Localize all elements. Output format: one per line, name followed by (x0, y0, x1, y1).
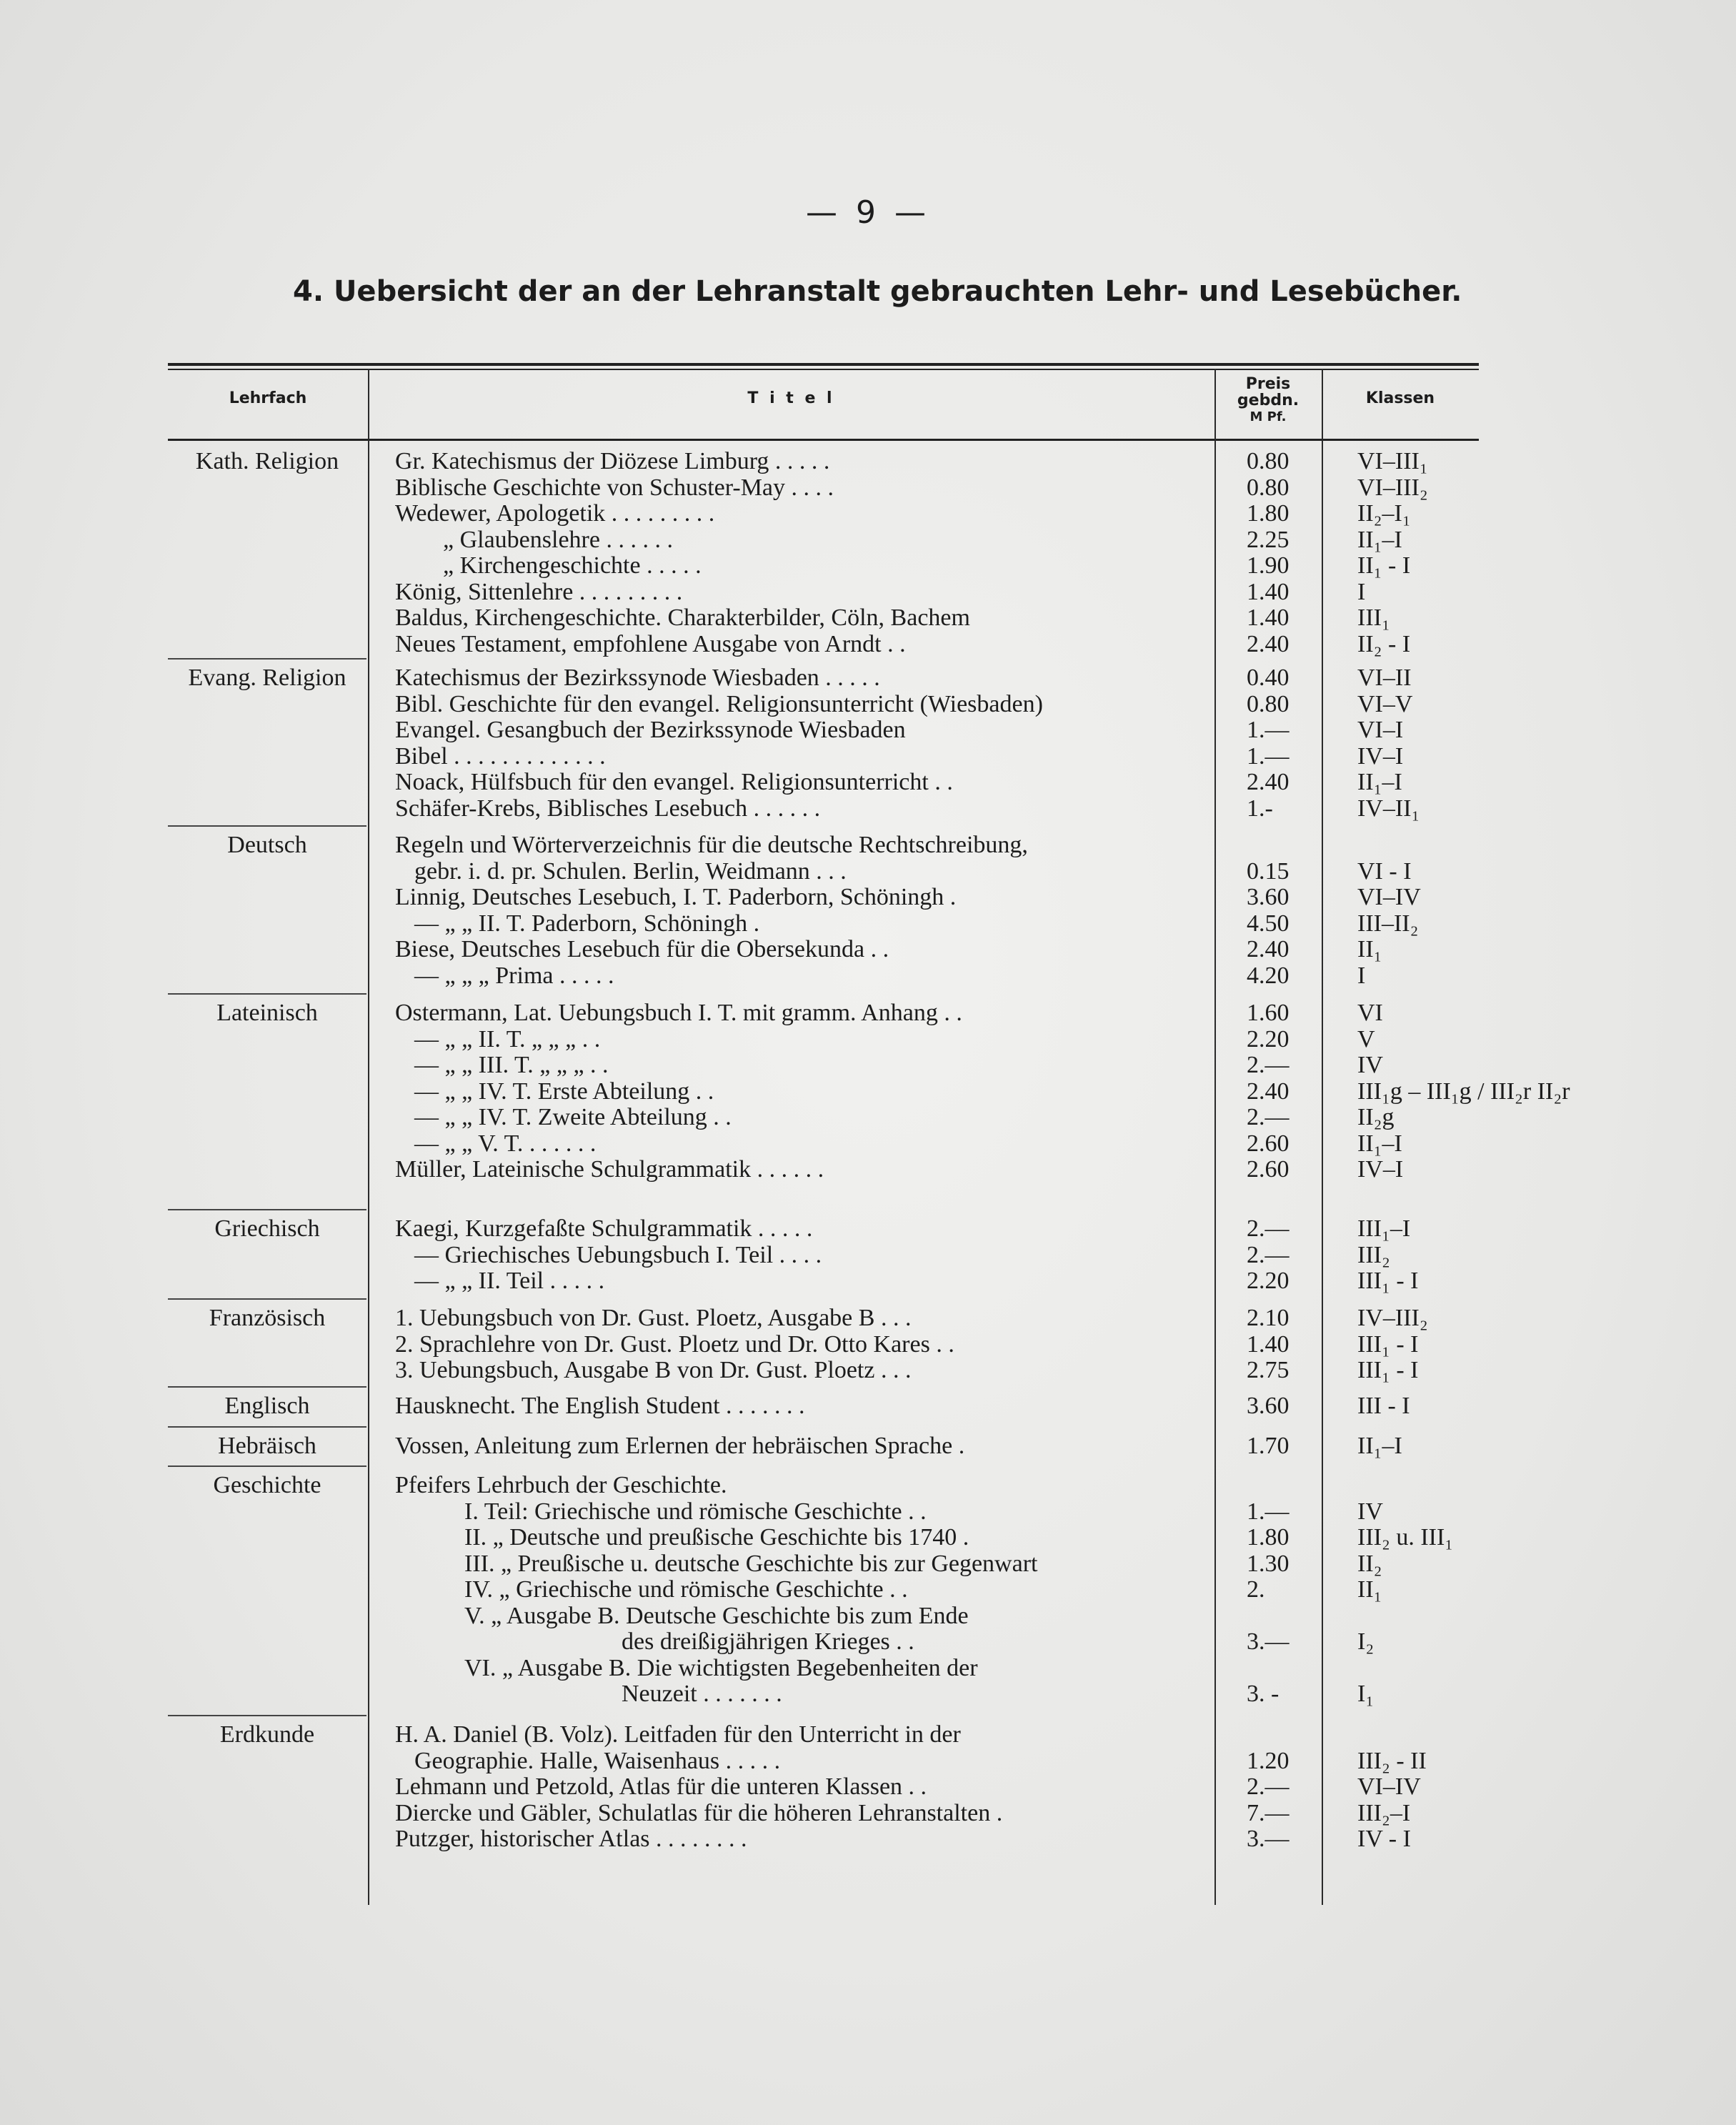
book-classes: II₂g (1357, 1104, 1395, 1130)
book-price: 2.40 (1247, 936, 1289, 962)
book-price: 1.— (1247, 717, 1289, 743)
book-classes: II₁–I (1357, 526, 1402, 553)
book-price: 2.20 (1247, 1025, 1289, 1052)
book-classes: VI–IV (1357, 1773, 1421, 1800)
table-row (0, 1393, 1736, 1419)
table-row (0, 1801, 1736, 1826)
book-title: Neues Testament, empfohlene Ausgabe von Arndt . . (395, 630, 906, 657)
subject-label: Evang. Religion (188, 665, 346, 691)
book-classes: VI–II (1357, 665, 1412, 691)
book-title: — „ „ II. T. „ „ „ . . (414, 1025, 601, 1052)
table-row (0, 1774, 1736, 1800)
book-classes: IV (1357, 1052, 1383, 1078)
book-price: 3.60 (1247, 884, 1289, 910)
book-classes: VI–IV (1357, 884, 1421, 910)
book-classes: II₁–I (1357, 1433, 1402, 1459)
book-classes: II₁–I (1357, 769, 1402, 795)
table-row (0, 605, 1736, 631)
table-row (0, 579, 1736, 605)
header-price-line: gebdn. (1237, 392, 1299, 409)
book-classes: IV - I (1357, 1826, 1411, 1852)
book-classes: IV–II₁ (1357, 795, 1420, 822)
subject-label: Englisch (224, 1393, 310, 1419)
book-title: — „ „ II. Teil . . . . . (414, 1268, 605, 1294)
book-classes: VI–III₁ (1357, 448, 1428, 474)
book-classes: II₁ - I (1357, 552, 1411, 579)
section-divider (168, 1465, 366, 1467)
book-title: VI. „ Ausgabe B. Die wichtigsten Begebenheiten der (464, 1654, 978, 1681)
book-price: 2.75 (1247, 1357, 1289, 1383)
subject-label: Hebräisch (218, 1433, 316, 1459)
book-price: 1.30 (1247, 1550, 1289, 1577)
table-row (0, 1268, 1736, 1294)
subject-label: Lateinisch (216, 1000, 318, 1026)
book-title: Kaegi, Kurzgefaßte Schulgrammatik . . . . . (395, 1215, 813, 1242)
table-row (0, 1826, 1736, 1852)
book-title: Linnig, Deutsches Lesebuch, I. T. Paderborn, Schöningh . (395, 884, 957, 910)
section-divider (168, 1715, 366, 1716)
table-row (0, 1000, 1736, 1026)
book-title: 2. Sprachlehre von Dr. Gust. Ploetz und Dr. Otto Kares . . (395, 1330, 954, 1358)
section-divider (168, 825, 366, 827)
book-classes: VI–V (1357, 690, 1413, 717)
book-classes: II₁–I (1357, 1130, 1402, 1157)
book-classes: III₂ (1357, 1241, 1390, 1268)
book-title: 3. Uebungsbuch, Ausgabe B von Dr. Gust. Ploetz . . . (395, 1357, 912, 1383)
table-row (0, 1748, 1736, 1774)
table-row (0, 449, 1736, 474)
book-classes: II₁ (1357, 1576, 1382, 1603)
table-row (0, 1681, 1736, 1707)
book-title: — „ „ V. T. . . . . . . (414, 1130, 597, 1157)
subject-label: Französisch (209, 1305, 326, 1331)
table-row (0, 859, 1736, 885)
book-price: 3.— (1247, 1628, 1289, 1655)
table-row (0, 1656, 1736, 1681)
book-price: 1.40 (1247, 1330, 1289, 1358)
book-price: 1.90 (1247, 552, 1289, 579)
header-classes: Klassen (1365, 389, 1435, 407)
book-classes: IV (1357, 1498, 1383, 1525)
book-classes: III - I (1357, 1393, 1410, 1419)
book-title: Diercke und Gäbler, Schulatlas für die höheren Lehranstalten . (395, 1799, 1003, 1826)
book-price: 2.40 (1247, 1078, 1289, 1105)
table-top-rule-thin (168, 369, 1479, 370)
book-title: Geographie. Halle, Waisenhaus . . . . . (414, 1747, 781, 1774)
book-title: „ Kirchengeschichte . . . . . (443, 552, 702, 579)
book-title: Schäfer-Krebs, Biblisches Lesebuch . . . . . . (395, 795, 821, 822)
header-title: T i t e l (747, 389, 835, 407)
book-price: 2.40 (1247, 769, 1289, 795)
book-classes: II₂–I₁ (1357, 500, 1411, 527)
book-price: 0.40 (1247, 665, 1289, 691)
book-title: gebr. i. d. pr. Schulen. Berlin, Weidmann . . . (414, 857, 847, 885)
table-row (0, 1603, 1736, 1629)
book-classes: III₁ (1357, 604, 1390, 631)
header-price-line: Preis (1245, 375, 1291, 393)
header-price-line: M Pf. (1249, 409, 1287, 424)
table-row (0, 1131, 1736, 1157)
table-row (0, 475, 1736, 501)
book-price: 1.80 (1247, 500, 1289, 527)
book-classes: III₂ - II (1357, 1747, 1427, 1774)
book-price: 1.60 (1247, 1000, 1289, 1026)
book-title: Gr. Katechismus der Diözese Limburg . . . . . (395, 448, 830, 474)
book-title: Vossen, Anleitung zum Erlernen der hebräischen Sprache . (395, 1433, 965, 1459)
book-price: 1.70 (1247, 1433, 1289, 1459)
book-price: 2.— (1247, 1241, 1289, 1268)
book-price: 3. - (1247, 1681, 1279, 1707)
book-title: Lehmann und Petzold, Atlas für die unteren Klassen . . (395, 1773, 927, 1800)
book-classes: III₁ - I (1357, 1330, 1419, 1358)
book-price: 1.— (1247, 1498, 1289, 1525)
book-title: — „ „ II. T. Paderborn, Schöningh . (414, 910, 760, 937)
book-title: Evangel. Gesangbuch der Bezirkssynode Wiesbaden (395, 717, 906, 743)
table-row (0, 1027, 1736, 1052)
header-price (1214, 376, 1322, 425)
book-title: Hausknecht. The English Student . . . . . . . (395, 1393, 805, 1419)
book-price: 4.20 (1247, 962, 1289, 989)
subject-label: Kath. Religion (195, 448, 339, 474)
book-title: Putzger, historischer Atlas . . . . . . . . (395, 1826, 747, 1852)
page-title: 4. Uebersicht der an der Lehranstalt gebrauchten Lehr- und Lesebücher. (293, 275, 1462, 308)
table-row (0, 1577, 1736, 1603)
subject-label: Griechisch (214, 1215, 320, 1242)
table-row (0, 937, 1736, 962)
table-row (0, 1358, 1736, 1383)
book-classes: VI - I (1357, 857, 1412, 885)
table-row (0, 744, 1736, 770)
table-row (0, 1305, 1736, 1331)
book-classes: II₂ (1357, 1550, 1382, 1577)
table-row (0, 1722, 1736, 1748)
book-title: Wedewer, Apologetik . . . . . . . . . (395, 500, 715, 527)
book-title: Pfeifers Lehrbuch der Geschichte. (395, 1472, 727, 1498)
book-classes: III₁–I (1357, 1215, 1411, 1242)
table-row (0, 717, 1736, 743)
header-subject: Lehrfach (229, 389, 307, 407)
book-title: H. A. Daniel (B. Volz). Leitfaden für den Unterricht in der (395, 1721, 961, 1748)
book-title: Regeln und Wörterverzeichnis für die deutsche Rechtschreibung, (395, 832, 1028, 858)
book-price: 2.— (1247, 1104, 1289, 1130)
book-title: Biblische Geschichte von Schuster-May . . . . (395, 474, 834, 501)
book-price: 4.50 (1247, 910, 1289, 937)
book-classes: I₁ (1357, 1681, 1375, 1707)
book-title: I. Teil: Griechische und römische Geschichte . . (464, 1498, 927, 1525)
book-title: — „ „ IV. T. Zweite Abteilung . . (414, 1104, 732, 1130)
book-price: 1.40 (1247, 578, 1289, 605)
table-top-rule (168, 363, 1479, 366)
book-price: 2.60 (1247, 1130, 1289, 1157)
book-title: Müller, Lateinische Schulgrammatik . . . . . . (395, 1156, 824, 1183)
book-classes: VI (1357, 1000, 1383, 1026)
table-row (0, 1332, 1736, 1358)
table-row (0, 1551, 1736, 1577)
table-row (0, 527, 1736, 553)
book-title: V. „ Ausgabe B. Deutsche Geschichte bis zum Ende (464, 1602, 969, 1629)
book-price: 7.— (1247, 1799, 1289, 1826)
table-row (0, 692, 1736, 717)
book-title: Katechismus der Bezirkssynode Wiesbaden . . . . . (395, 665, 880, 691)
section-divider (168, 658, 366, 660)
book-title: Bibel . . . . . . . . . . . . . (395, 742, 606, 770)
book-price: 2.40 (1247, 630, 1289, 657)
book-price: 2.— (1247, 1215, 1289, 1242)
book-title: Bibl. Geschichte für den evangel. Religionsunterricht (Wiesbaden) (395, 690, 1043, 717)
book-title: Ostermann, Lat. Uebungsbuch I. T. mit gramm. Anhang . . (395, 1000, 962, 1026)
section-divider (168, 1386, 366, 1388)
book-classes: IV–III₂ (1357, 1305, 1428, 1331)
table-row (0, 832, 1736, 858)
book-title: — „ „ IV. T. Erste Abteilung . . (414, 1078, 714, 1105)
book-classes: I (1357, 962, 1366, 989)
book-price: 2.— (1247, 1052, 1289, 1078)
book-classes: III₁g – III₁g / III₂r II₂r (1357, 1078, 1570, 1105)
book-classes: III₂–I (1357, 1799, 1411, 1826)
book-price: 2.20 (1247, 1268, 1289, 1294)
book-classes: III₁ - I (1357, 1357, 1419, 1383)
book-price: 0.15 (1247, 857, 1289, 885)
table-row (0, 885, 1736, 910)
book-price: 0.80 (1247, 448, 1289, 474)
subject-label: Deutsch (227, 832, 307, 858)
table-row (0, 770, 1736, 795)
table-row (0, 632, 1736, 657)
book-price: 1.80 (1247, 1524, 1289, 1551)
page-number: — 9 — (806, 194, 930, 231)
book-price: 0.80 (1247, 690, 1289, 717)
book-classes: I₂ (1357, 1628, 1375, 1655)
book-title: Neuzeit . . . . . . . (622, 1681, 782, 1707)
table-row (0, 1525, 1736, 1551)
table-row (0, 796, 1736, 822)
book-title: des dreißigjährigen Krieges . . (622, 1628, 914, 1655)
table-row (0, 1105, 1736, 1130)
book-classes: IV–I (1357, 1156, 1404, 1183)
book-classes: VI–III₂ (1357, 474, 1428, 501)
book-title: — „ „ „ Prima . . . . . (414, 962, 614, 989)
table-row (0, 1499, 1736, 1525)
table-row (0, 1629, 1736, 1655)
section-divider (168, 1426, 366, 1428)
book-title: König, Sittenlehre . . . . . . . . . (395, 578, 683, 605)
book-price: 2.60 (1247, 1156, 1289, 1183)
book-classes: I (1357, 578, 1366, 605)
book-price: 2.25 (1247, 526, 1289, 553)
book-classes: V (1357, 1025, 1375, 1052)
book-classes: III₁ - I (1357, 1268, 1419, 1294)
table-row (0, 1079, 1736, 1105)
section-divider (168, 1209, 366, 1210)
book-classes: II₁ (1357, 936, 1382, 962)
table-row (0, 1243, 1736, 1268)
book-title: — Griechisches Uebungsbuch I. Teil . . . . (414, 1241, 822, 1268)
table-row (0, 963, 1736, 989)
book-price: 2.10 (1247, 1305, 1289, 1331)
subject-label: Erdkunde (219, 1721, 315, 1748)
book-classes: II₂ - I (1357, 630, 1411, 657)
book-title: Baldus, Kirchengeschichte. Charakterbilder, Cöln, Bachem (395, 604, 970, 631)
book-price: 1.- (1247, 795, 1273, 822)
section-divider (168, 1298, 366, 1300)
table-row (0, 665, 1736, 691)
book-title: „ Glaubenslehre . . . . . . (443, 526, 673, 553)
book-title: Biese, Deutsches Lesebuch für die Obersekunda . . (395, 936, 889, 962)
book-price: 3.— (1247, 1826, 1289, 1852)
table-row (0, 1216, 1736, 1242)
book-title: Noack, Hülfsbuch für den evangel. Religionsunterricht . . (395, 769, 953, 795)
table-header-rule (168, 439, 1479, 441)
book-classes: III–II₂ (1357, 910, 1419, 937)
table-row (0, 1052, 1736, 1078)
book-title: 1. Uebungsbuch von Dr. Gust. Ploetz, Ausgabe B . . . (395, 1305, 912, 1331)
book-price: 1.20 (1247, 1747, 1289, 1774)
table-row (0, 911, 1736, 937)
book-price: 0.80 (1247, 474, 1289, 501)
table-row (0, 553, 1736, 579)
book-title: II. „ Deutsche und preußische Geschichte bis 1740 . (464, 1524, 969, 1551)
book-price: 1.— (1247, 742, 1289, 770)
book-title: III. „ Preußische u. deutsche Geschichte bis zur Gegenwart (464, 1550, 1038, 1577)
book-price: 1.40 (1247, 604, 1289, 631)
book-price: 2.— (1247, 1773, 1289, 1800)
book-price: 2. (1247, 1576, 1265, 1603)
table-row (0, 1157, 1736, 1183)
table-row (0, 1473, 1736, 1498)
book-classes: VI–I (1357, 717, 1404, 743)
section-divider (168, 993, 366, 995)
table-row (0, 501, 1736, 527)
book-title: IV. „ Griechische und römische Geschichte . . (464, 1576, 908, 1603)
book-classes: III₂ u. III₁ (1357, 1524, 1454, 1551)
book-classes: IV–I (1357, 742, 1404, 770)
book-price: 3.60 (1247, 1393, 1289, 1419)
table-row (0, 1433, 1736, 1459)
subject-label: Geschichte (213, 1472, 321, 1498)
book-title: — „ „ III. T. „ „ „ . . (414, 1052, 609, 1078)
